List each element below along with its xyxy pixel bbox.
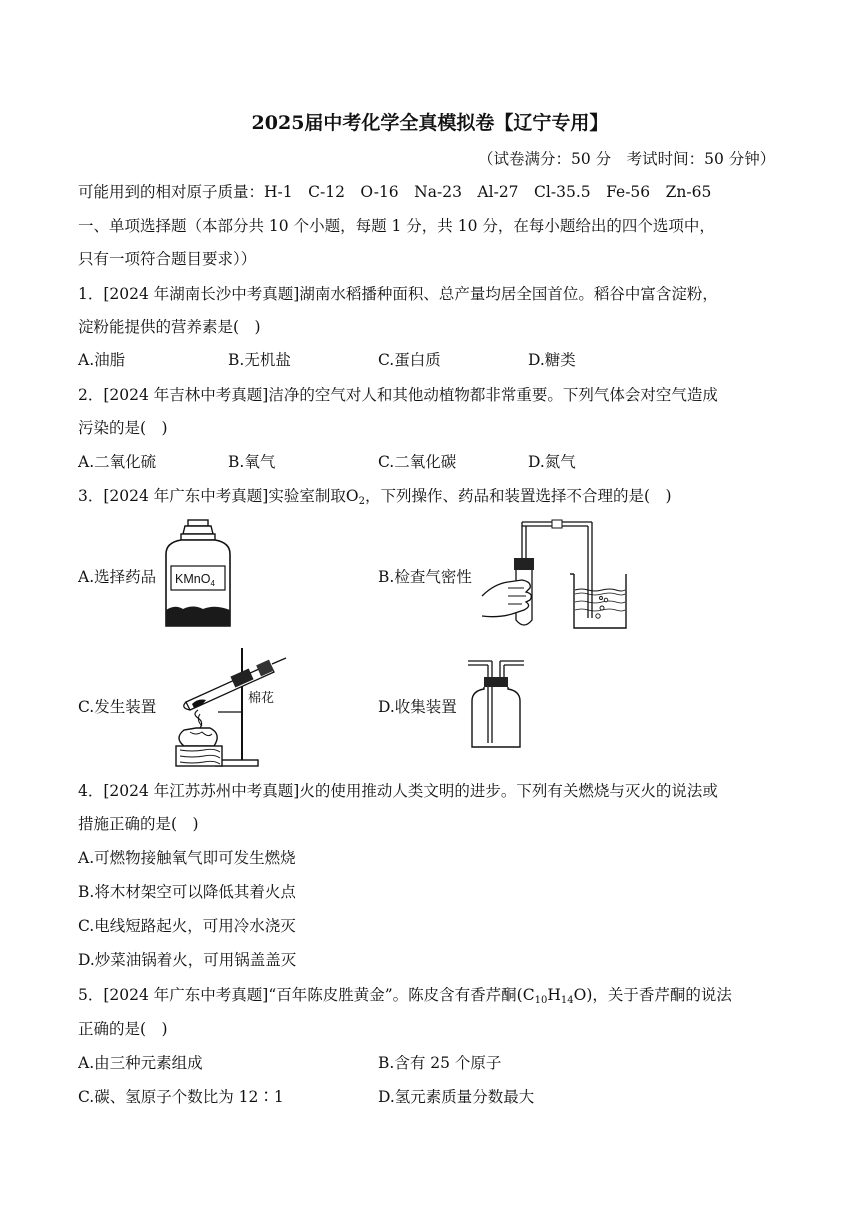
exam-title: 2025届中考化学全真模拟卷【辽宁专用】 [251,112,609,134]
q5-option-c: C.碳、氢原子个数比为 12∶1 [78,1088,284,1106]
airtightness-check-figure [480,518,635,632]
collection-bottle-figure [466,655,526,751]
q3-stem-prefix: 3．[2024 年广东中考真题]实验室制取 [78,487,346,505]
q2-stem-line1: 2．[2024 年吉林中考真题]洁净的空气对人和其他动植物都非常重要。下列气体会对空气造成 [78,386,718,404]
q4-option-b: B.将木材架空可以降低其着火点 [78,883,296,901]
q2-option-d: D.氮气 [528,453,576,471]
q5-stem-line1 [78,984,732,1012]
q4-stem-line1: 4．[2024 年江苏苏州中考真题]火的使用推动人类文明的进步。下列有关燃烧与灭火的说法或 [78,782,718,800]
q3-option-c: C.发生装置 [78,698,157,716]
q1-option-d: D.糖类 [528,351,576,369]
q4-option-c: C.电线短路起火，可用冷水浇灭 [78,917,296,935]
q5-option-b: B.含有 25 个原子 [378,1054,502,1072]
q3-stem [78,485,672,513]
section-heading-line1: 一、单项选择题（本部分共 10 个小题，每题 1 分，共 10 分，在每小题给出的四个选项中， [78,217,715,235]
q5-formula: $C_{10}H_{14}O$ [522,986,587,1006]
q4-option-d: D.炒菜油锅着火，可用锅盖盖灭 [78,951,297,969]
q5-stem-line2: 正确的是( ) [78,1020,168,1038]
q5-stem-prefix: 5．[2024 年广东中考真题]“百年陈皮胜黄金”。陈皮含有香芹酮( [78,986,523,1004]
q4-option-a: A.可燃物接触氧气即可发生燃烧 [78,849,296,867]
q2-stem-line2: 污染的是( ) [78,419,168,437]
q5-stem-suffix: )，关于香芹酮的说法 [586,986,732,1004]
q1-stem-line2: 淀粉能提供的营养素是( ) [78,318,261,336]
atomic-masses: 可能用到的相对原子质量：H-1 C-12 O-16 Na-23 Al-27 Cl-35.5 Fe-56 Zn-65 [78,183,712,201]
q2-option-c: C.二氧化碳 [378,453,457,471]
section-heading-line2: 只有一项符合题目要求）） [78,250,257,268]
q1-stem-line1: 1．[2024 年湖南长沙中考真题]湖南水稻播种面积、总产量均居全国首位。稻谷中富含淀粉， [78,285,718,303]
q2-option-b: B.氧气 [228,453,276,471]
generation-apparatus-figure [162,642,292,770]
q4-stem-line2: 措施正确的是( ) [78,815,199,833]
q5-option-a: A.由三种元素组成 [78,1054,203,1072]
q3-formula-o2: $O_2$ [345,487,365,507]
q1-option-c: C.蛋白质 [378,351,441,369]
exam-info: （试卷满分：50 分 考试时间：50 分钟） [478,150,776,168]
q3-option-b: B.检查气密性 [378,568,472,586]
reagent-bottle-figure [163,518,233,630]
q1-option-b: B.无机盐 [228,351,291,369]
q2-option-a: A.二氧化硫 [78,453,157,471]
bottle-label: KMnO$_4$ [175,572,215,588]
q3-stem-suffix: ，下列操作、药品和装置选择不合理的是( ) [364,487,672,505]
q1-option-a: A.油脂 [78,351,126,369]
cotton-label: 棉花 [248,690,275,705]
q3-option-a: A.选择药品 [78,568,157,586]
q5-option-d: D.氢元素质量分数最大 [378,1088,535,1106]
q3-option-d: D.收集装置 [378,698,457,716]
